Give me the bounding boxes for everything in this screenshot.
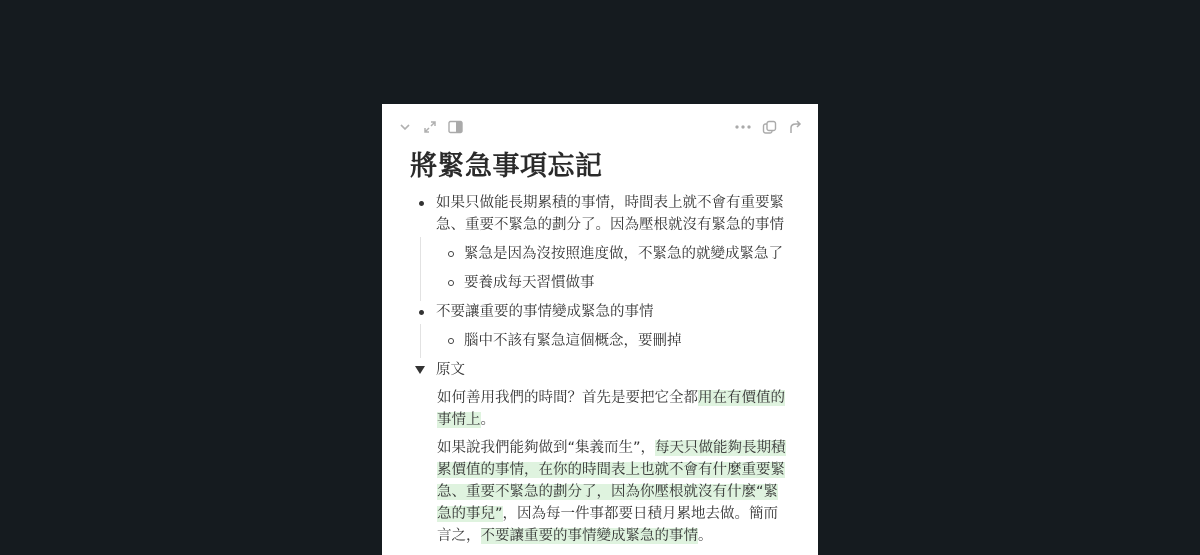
sub-bullet-dot bbox=[448, 251, 454, 257]
text-span: 。 bbox=[480, 412, 495, 428]
list-item-text: 不要讓重要的事情變成緊急的事情 bbox=[436, 304, 654, 320]
text-span: ，因為每一件事都要日積月累地去做。簡而言之， bbox=[437, 506, 779, 544]
chevron-down-icon[interactable] bbox=[396, 118, 414, 136]
sub-bullet-dot bbox=[448, 280, 454, 286]
text-span: 如何善用我們的時間？首先是要把它全都 bbox=[437, 390, 698, 406]
bullet-dot bbox=[419, 201, 424, 206]
sub-list-item[interactable] bbox=[464, 330, 788, 352]
share-icon[interactable] bbox=[786, 118, 804, 136]
list-item[interactable] bbox=[436, 192, 788, 236]
sub-list-item-text: 緊急是因為沒按照進度做，不緊急的就變成緊急了 bbox=[464, 246, 783, 262]
list-item-text: 如果只做能長期累積的事情，時間表上就不會有重要緊急、重要不緊急的劃分了。因為壓根就沒有緊急的事情 bbox=[436, 195, 784, 233]
sub-list-item[interactable] bbox=[464, 243, 788, 265]
note-content bbox=[382, 192, 818, 547]
sub-list-item-text: 腦中不該有緊急這個概念，要刪掉 bbox=[464, 333, 682, 349]
expand-icon[interactable] bbox=[421, 118, 439, 136]
indent-guide bbox=[420, 324, 421, 358]
indent-guide bbox=[420, 237, 421, 301]
copy-icon[interactable] bbox=[760, 118, 778, 136]
page-title: 將緊急事項忘記 bbox=[410, 151, 603, 182]
note-page bbox=[382, 104, 818, 555]
text-span: 。 bbox=[698, 528, 713, 544]
highlighted-text: 每天只做能夠長期積累價值的事情，在你的時間表上也就不會有什麼重要緊急、重要不緊急的劃分了，因為你壓根就沒有什麼“緊急的事兒” bbox=[437, 440, 786, 522]
highlighted-text: 不要讓重要的事情變成緊急的事情 bbox=[480, 528, 698, 544]
paragraph bbox=[437, 387, 789, 431]
toggle-label: 原文 bbox=[436, 362, 465, 378]
toggle-block[interactable] bbox=[436, 359, 788, 381]
toggle-triangle-icon[interactable] bbox=[415, 366, 425, 374]
sidebar-panel-icon[interactable] bbox=[446, 118, 464, 136]
list-item[interactable] bbox=[436, 301, 788, 323]
note-toolbar bbox=[382, 104, 818, 148]
text-span: 如果說我們能夠做到“集義而生”， bbox=[437, 440, 656, 456]
paragraph bbox=[437, 437, 789, 547]
sub-list-item[interactable] bbox=[464, 272, 788, 294]
more-icon[interactable] bbox=[734, 118, 752, 136]
bullet-dot bbox=[419, 310, 424, 315]
sub-bullet-dot bbox=[448, 338, 454, 344]
highlighted-text: 用在有價值的事情上 bbox=[437, 390, 785, 428]
sub-list-item-text: 要養成每天習慣做事 bbox=[464, 275, 595, 291]
